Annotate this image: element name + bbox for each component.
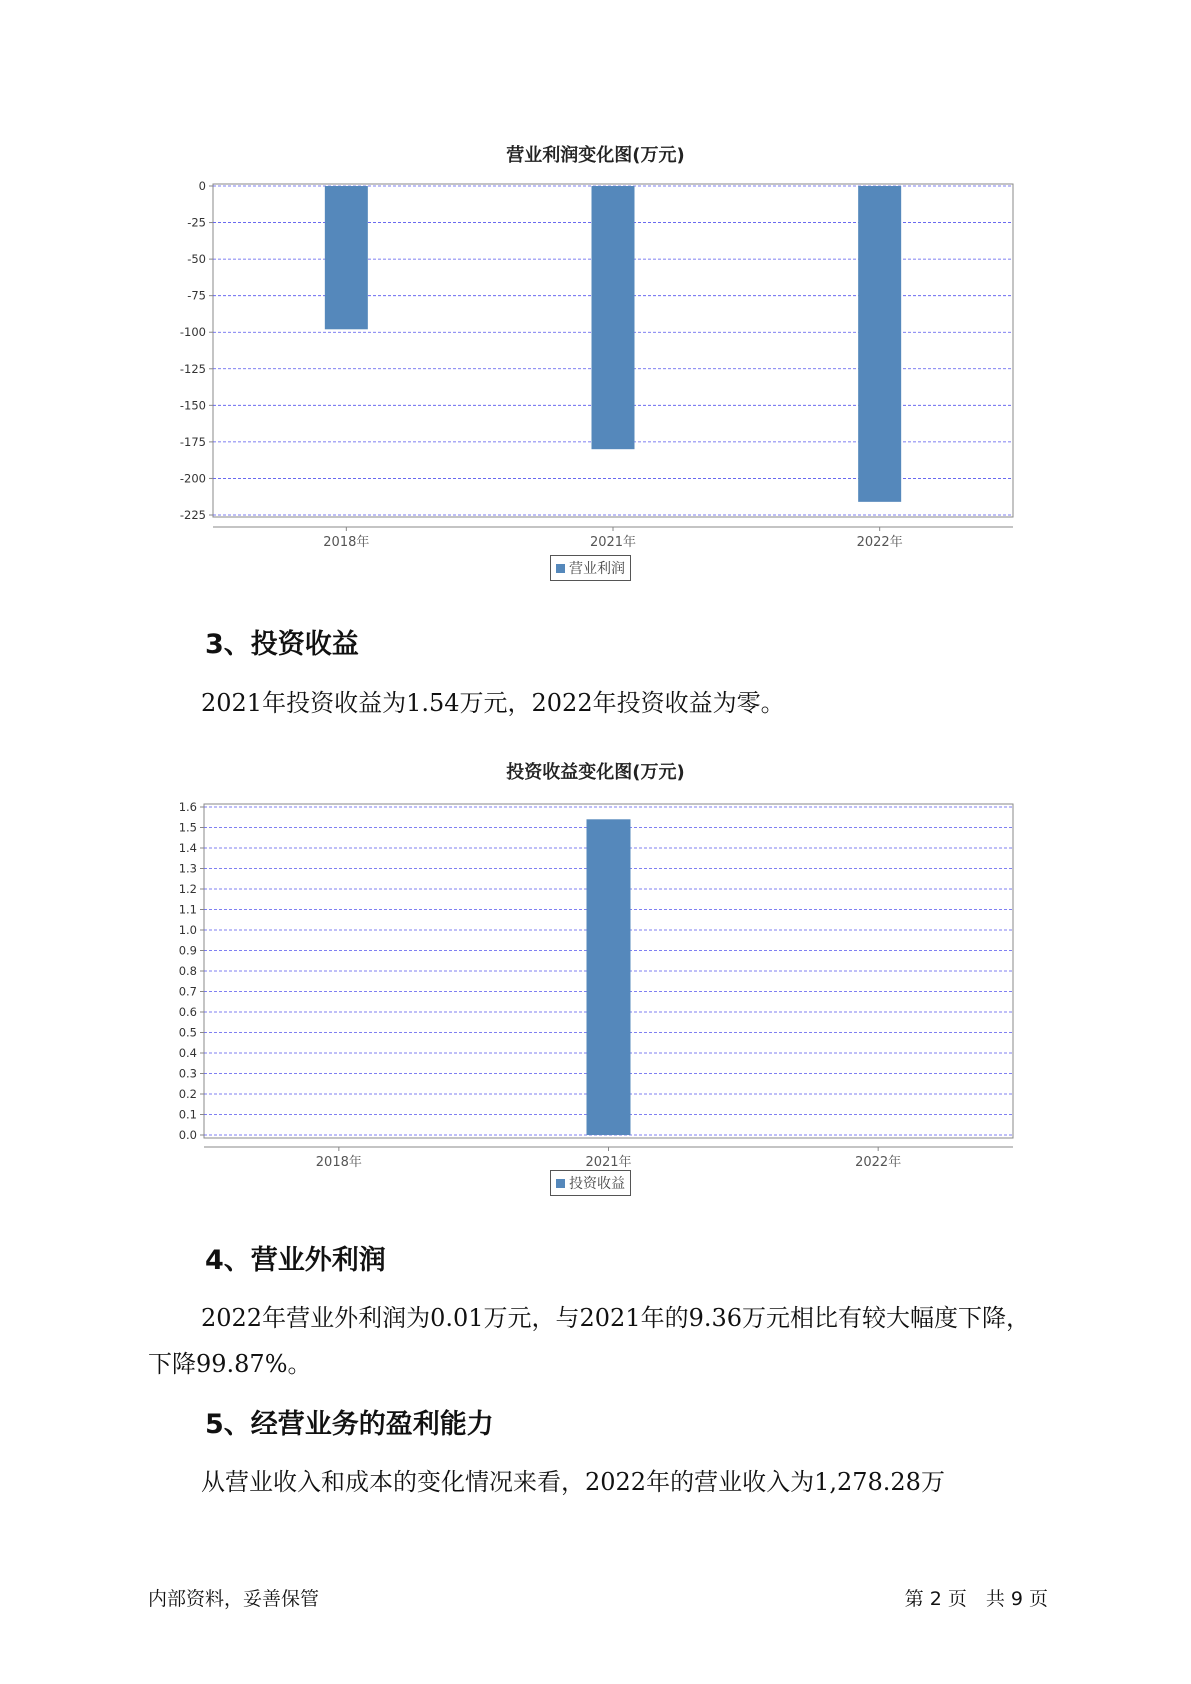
y-tick-label: 1.6 xyxy=(178,800,197,814)
y-tick-label: 0.0 xyxy=(178,1128,197,1142)
y-tick-label: -150 xyxy=(179,398,206,413)
y-tick-label: 0.4 xyxy=(178,1046,197,1060)
y-tick-label: 0.5 xyxy=(178,1025,197,1040)
y-tick-label: 1.4 xyxy=(178,841,197,855)
y-tick-label: 1.3 xyxy=(178,861,197,876)
y-tick-label: 1.1 xyxy=(178,902,197,917)
y-tick-label: 0.3 xyxy=(178,1066,197,1081)
x-tick-label: 2022年 xyxy=(855,1155,902,1170)
x-tick-label: 2022年 xyxy=(856,535,903,550)
section3-heading: 3、投资收益 xyxy=(205,629,359,660)
section4-text: 2022年营业外利润为0.01万元，与2021年的9.36万元相比有较大幅度下降，下降99.87%。 xyxy=(148,1304,1031,1378)
y-tick-label: -175 xyxy=(179,434,206,449)
x-tick-label: 2018年 xyxy=(315,1155,362,1170)
y-tick-label: -200 xyxy=(179,471,206,486)
y-tick-label: 0 xyxy=(198,179,206,193)
section4-heading: 4、营业外利润 xyxy=(205,1245,386,1276)
section5-heading: 5、经营业务的盈利能力 xyxy=(205,1409,494,1440)
y-tick-label: 0.1 xyxy=(178,1107,197,1122)
y-tick-label: 0.9 xyxy=(178,943,197,958)
section3-text: 2021年投资收益为1.54万元，2022年投资收益为零。 xyxy=(201,689,785,717)
y-tick-label: 0.2 xyxy=(178,1087,197,1101)
footer-page-number: 第 2 页 共 9 页 xyxy=(904,1588,1048,1610)
y-tick-label: -125 xyxy=(179,361,206,376)
y-tick-label: 1.2 xyxy=(178,882,197,896)
y-tick-label: -75 xyxy=(187,288,206,303)
y-tick-label: 0.6 xyxy=(178,1005,197,1019)
section5-text: 从营业收入和成本的变化情况来看，2022年的营业收入为1,278.28万 xyxy=(201,1468,945,1496)
y-tick-label: 1.0 xyxy=(178,923,197,937)
y-tick-label: 1.5 xyxy=(178,820,197,835)
x-tick-label: 2021年 xyxy=(585,1155,632,1170)
x-tick-label: 2018年 xyxy=(323,535,370,550)
y-tick-label: -50 xyxy=(187,252,206,267)
chart2-legend xyxy=(550,1170,631,1196)
y-tick-label: -225 xyxy=(179,508,206,522)
bar-2021年 xyxy=(587,819,631,1135)
footer-confidential: 内部资料，妥善保管 xyxy=(148,1588,320,1610)
chart2-title: 投资收益变化图(万元) xyxy=(506,762,685,783)
chart1-title: 营业利润变化图(万元) xyxy=(506,145,685,166)
legend-swatch-icon xyxy=(556,1179,565,1188)
y-tick-label: 0.7 xyxy=(178,984,197,999)
y-tick-label: 0.8 xyxy=(178,964,197,978)
chart1-legend-label: 营业利润 xyxy=(569,561,625,577)
chart2-legend-label: 投资收益 xyxy=(569,1176,625,1192)
x-tick-label: 2021年 xyxy=(589,535,637,550)
y-tick-label: -100 xyxy=(179,325,206,340)
y-tick-label: -25 xyxy=(187,215,206,230)
